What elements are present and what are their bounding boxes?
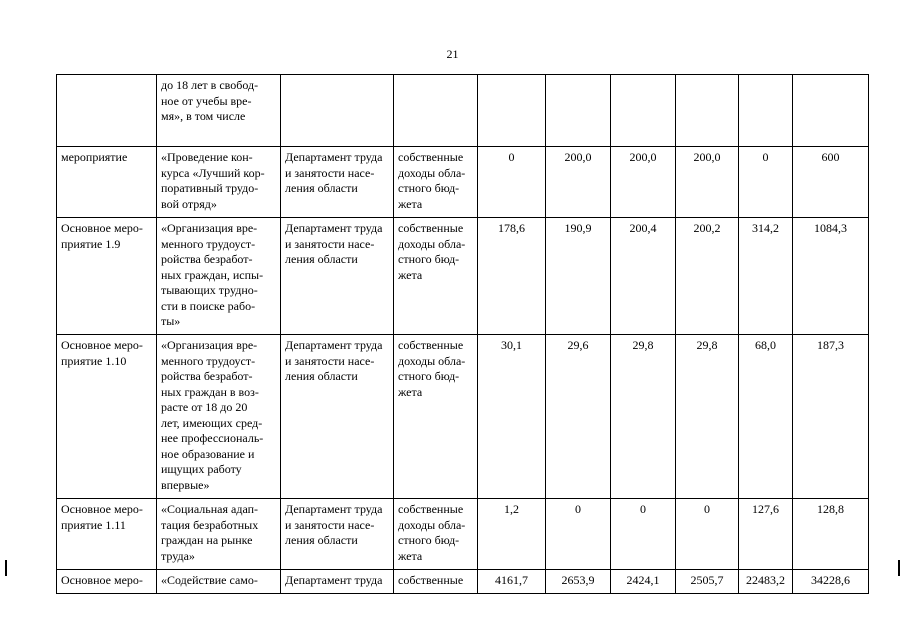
cell-source: собственные доходы обла- стного бюд- жета [394,335,478,499]
cell-value [478,75,546,147]
page-number: 21 [446,47,459,61]
cell-value: 4161,7 [478,570,546,594]
cell-value: 200,2 [676,218,739,335]
cell-executor: Департамент труда и занятости насе- ления области [281,218,394,335]
cell-value: 0 [546,499,611,570]
table-row [57,75,869,147]
table-row [57,147,869,218]
cell-name: «Содействие само- [157,570,281,594]
cell-name: до 18 лет в свобод- ное от учебы вре- мя», в том числе [157,75,281,147]
cell-source: собственные доходы обла- стного бюд- жета [394,499,478,570]
cell-value: 187,3 [793,335,869,499]
cell-value [793,75,869,147]
cell-value: 34228,6 [793,570,869,594]
scan-margin-mark-right [898,560,900,576]
cell-executor: Департамент труда и занятости насе- ления области [281,335,394,499]
cell-value: 29,8 [611,335,676,499]
budget-table [56,74,869,594]
cell-source [394,75,478,147]
cell-value: 314,2 [739,218,793,335]
cell-value: 29,6 [546,335,611,499]
cell-type: Основное меро- [57,570,157,594]
cell-value [611,75,676,147]
cell-value: 0 [478,147,546,218]
cell-value: 0 [739,147,793,218]
cell-type: Основное меро- приятие 1.11 [57,499,157,570]
cell-executor: Департамент труда [281,570,394,594]
cell-type: Основное меро- приятие 1.9 [57,218,157,335]
cell-source: собственные [394,570,478,594]
cell-value: 200,4 [611,218,676,335]
table-row [57,335,869,499]
cell-value: 200,0 [676,147,739,218]
cell-value: 0 [676,499,739,570]
cell-name: «Организация вре- менного трудоуст- ройства безработ- ных граждан, испы- тывающих трудно- сти в поиске рабо- ты» [157,218,281,335]
cell-value: 200,0 [611,147,676,218]
cell-value: 1,2 [478,499,546,570]
cell-value: 1084,3 [793,218,869,335]
cell-value: 600 [793,147,869,218]
cell-value [676,75,739,147]
cell-value: 29,8 [676,335,739,499]
cell-name: «Проведение кон- курса «Лучший кор- поративный трудо- вой отряд» [157,147,281,218]
cell-type: Основное меро- приятие 1.10 [57,335,157,499]
table-row [57,218,869,335]
cell-value: 127,6 [739,499,793,570]
scan-margin-mark-left [5,560,7,576]
table-row [57,570,869,594]
cell-value: 0 [611,499,676,570]
cell-value: 30,1 [478,335,546,499]
cell-source: собственные доходы обла- стного бюд- жета [394,147,478,218]
cell-value [739,75,793,147]
cell-executor: Департамент труда и занятости насе- ления области [281,147,394,218]
cell-value: 2653,9 [546,570,611,594]
cell-value: 68,0 [739,335,793,499]
cell-type: мероприятие [57,147,157,218]
cell-source: собственные доходы обла- стного бюд- жета [394,218,478,335]
table-row [57,499,869,570]
cell-value: 2505,7 [676,570,739,594]
cell-value: 2424,1 [611,570,676,594]
cell-value: 22483,2 [739,570,793,594]
cell-executor: Департамент труда и занятости насе- ления области [281,499,394,570]
cell-value: 128,8 [793,499,869,570]
cell-name: «Социальная адап- тация безработных граждан на рынке труда» [157,499,281,570]
cell-value [546,75,611,147]
cell-executor [281,75,394,147]
cell-value: 178,6 [478,218,546,335]
cell-value: 200,0 [546,147,611,218]
cell-name: «Организация вре- менного трудоуст- ройства безработ- ных граждан в воз- расте от 18 до 20 лет, имеющих сред- нее профессиональ- ное образование и ищущих работу впервые» [157,335,281,499]
cell-type [57,75,157,147]
cell-value: 190,9 [546,218,611,335]
